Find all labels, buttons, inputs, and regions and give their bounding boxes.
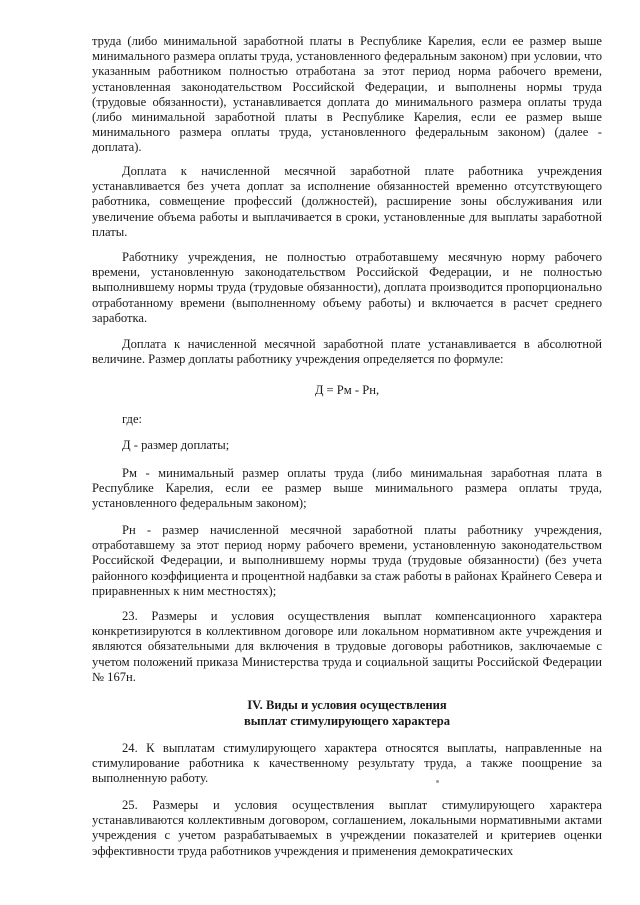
definition-rn: Рн - размер начисленной месячной заработной платы работнику учреждения, отработавшему за этот период норму рабочего времени, установленную законодательством Российской Федерации, и выполнившему нормы труда (трудовые обязанности) (без учета районного коэффициента и процентной надбавки за стаж работы в районах Крайнего Севера и приравненных к ним местностях); <box>92 523 602 598</box>
section-heading-line-2: выплат стимулирующего характера <box>243 714 451 728</box>
paragraph-absolute-value: Доплата к начисленной месячной заработной плате устанавливается в абсолютной величине. Размер доплаты работнику учреждения определяется по формуле: <box>92 337 602 367</box>
definition-rm: Рм - минимальный размер оплаты труда (либо минимальная заработная плата в Республике Карелия, если ее размер выше минимального размера оплаты труда, установленного федеральным законом); <box>92 466 602 511</box>
paragraph-25: 25. Размеры и условия осуществления выплат стимулирующего характера устанавливаются коллективным договором, соглашением, локальными нормативными актами учреждения с учетом разрабатываемых в учреждении показателей и критериев оценки эффективности труда работников учреждения и применения демократических <box>92 798 602 858</box>
scan-speck <box>436 780 439 783</box>
paragraph-continuation: труда (либо минимальной заработной платы в Республике Карелия, если ее размер выше минимального размера оплаты труда, установленного федеральным законом) при условии, что указанным работником полностью отработана за этот период норма рабочего времени, установленная законодательством Российской Федерации, и выполнены нормы труда (трудовые обязанности), устанавливается доплата до минимального размера оплаты труда (либо минимальной заработной платы в Республике Карелия, если ее размер выше минимального размера оплаты труда, установленного федеральным законом) (далее - доплата). <box>92 34 602 155</box>
definition-d: Д - размер доплаты; <box>122 438 230 452</box>
paragraph-partial-time: Работнику учреждения, не полностью отработавшему месячную норму рабочего времени, установленную законодательством Российской Федерации, и не полностью выполнившему нормы труда (трудовые обязанности), доплата производится пропорционально отработанному времени (выполненному объему работы) и включается в расчет среднего заработка. <box>92 250 602 325</box>
formula: Д = Рм - Рн, <box>314 383 380 397</box>
paragraph-23: 23. Размеры и условия осуществления выплат компенсационного характера конкретизируются в коллективном договоре или локальном нормативном акте учреждения и являются обязательными для включения в трудовые договоры работников, заключаемые с учетом положений приказа Министерства труда и социальной защиты Российской Федерации № 167н. <box>92 609 602 684</box>
paragraph-surcharge-basis: Доплата к начисленной месячной заработной плате работника учреждения устанавливается без учета доплат за исполнение обязанностей временно отсутствующего работника, совмещение профессий (должностей), расширение зоны обслуживания или увеличение объема работы и выплачивается в сроки, установленные для выплаты заработной платы. <box>92 164 602 239</box>
formula-where: где: <box>122 412 143 426</box>
paragraph-24: 24. К выплатам стимулирующего характера относятся выплаты, направленные на стимулирование работника к качественному результату труда, а также поощрение за выполненную работу. <box>92 741 602 786</box>
section-heading-line-1: IV. Виды и условия осуществления <box>247 698 447 712</box>
